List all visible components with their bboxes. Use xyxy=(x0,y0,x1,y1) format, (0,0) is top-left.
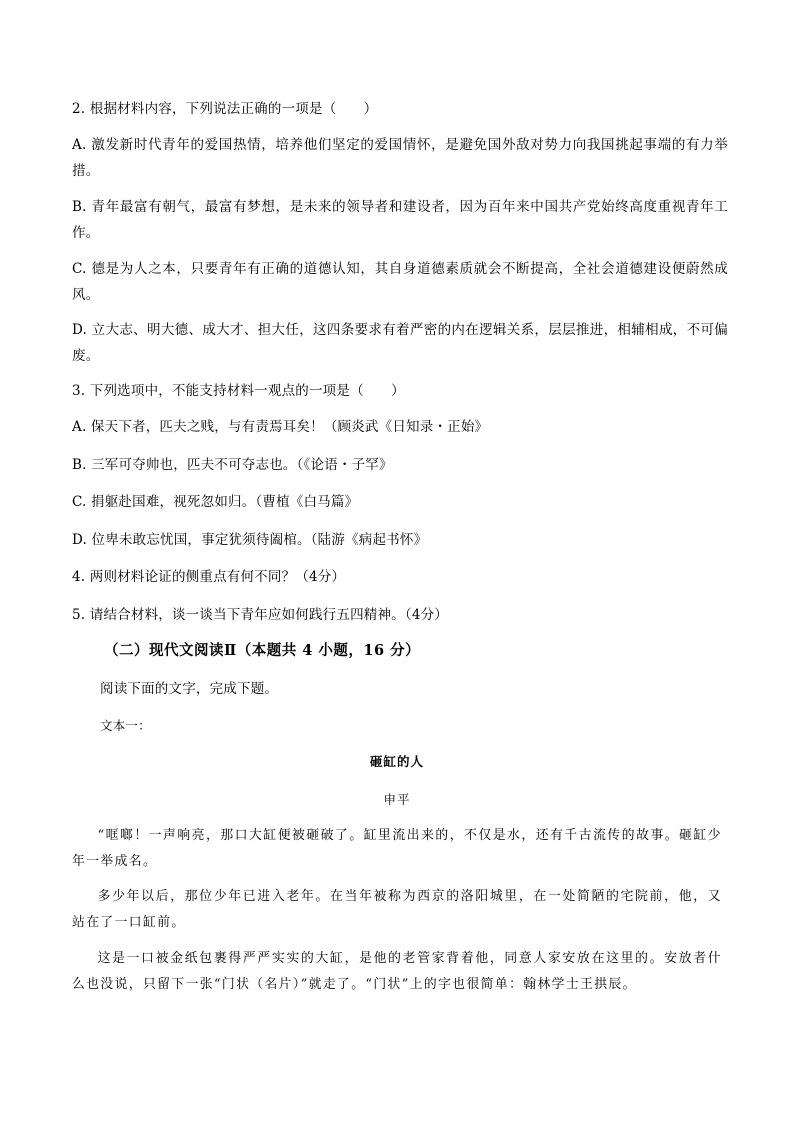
question-3-stem: 3. 下列选项中，不能支持材料一观点的一项是（ ） xyxy=(72,383,405,399)
question-2-option-d: D. 立大志、明大德、成大才、担大任，这四条要求有着严密的内在逻辑关系，层层推进，相辅相成，不可偏废。 xyxy=(72,322,728,364)
question-3-option-d: D. 位卑未敢忘忧国，事定犹须待阖棺。（陆游《病起书怀》 xyxy=(72,532,428,548)
question-2-option-c: C. 德是为人之本，只要青年有正确的道德认知，其自身道德素质就会不断提高，全社会道德建设便蔚然成风。 xyxy=(72,261,728,303)
question-3-option-b: B. 三军可夺帅也，匹夫不可夺志也。（《论语・子罕》 xyxy=(72,457,393,473)
story-author: 申平 xyxy=(383,792,411,807)
question-5-stem: 5. 请结合材料，谈一谈当下青年应如何践行五四精神。（4分） xyxy=(72,607,449,623)
reading-instruction: 阅读下面的文字，完成下题。 xyxy=(100,681,279,697)
story-paragraph-1: “哐啷！一声响亮，那口大缸便被砸破了。缸里流出来的，不仅是水，还有千古流传的故事。砸缸少年一举成名。 xyxy=(72,828,722,869)
story-paragraph-2: 多少年以后，那位少年已进入老年。在当年被称为西京的洛阳城里，在一处简陋的宅院前，他，又站在了一口缸前。 xyxy=(72,889,722,930)
section-heading: （二）现代文阅读Ⅱ（本题共 4 小题，16 分） xyxy=(104,642,421,659)
story-title: 砸缸的人 xyxy=(369,754,424,769)
question-3-option-c: C. 捐躯赴国难，视死忽如归。（曹植《白马篇》 xyxy=(72,494,359,510)
story-paragraph-3: 这是一口被金纸包裹得严严实实的大缸，是他的老管家背着他，同意人家安放在这里的。安放者什么也没说，只留下一张“门状（名片）”就走了。“门状”上的字也很简单：翰林学士王拱辰。 xyxy=(72,951,722,992)
question-2-stem: 2. 根据材料内容，下列说法正确的一项是（ ） xyxy=(72,101,378,117)
question-2-option-b: B. 青年最富有朝气，最富有梦想，是未来的领导者和建设者，因为百年来中国共产党始终高度重视青年工作。 xyxy=(72,199,728,241)
text-one-label: 文本一： xyxy=(100,718,151,733)
question-2-option-a: A. 激发新时代青年的爱国热情，培养他们坚定的爱国情怀，是避免国外敌对势力向我国挑起事端的有力举措。 xyxy=(72,137,728,179)
question-3-option-a: A. 保天下者，匹夫之贱，与有责焉耳矣！（顾炎武《日知录・正始》 xyxy=(72,419,489,435)
question-4-stem: 4. 两则材料论证的侧重点有何不同？（4分） xyxy=(72,569,346,585)
